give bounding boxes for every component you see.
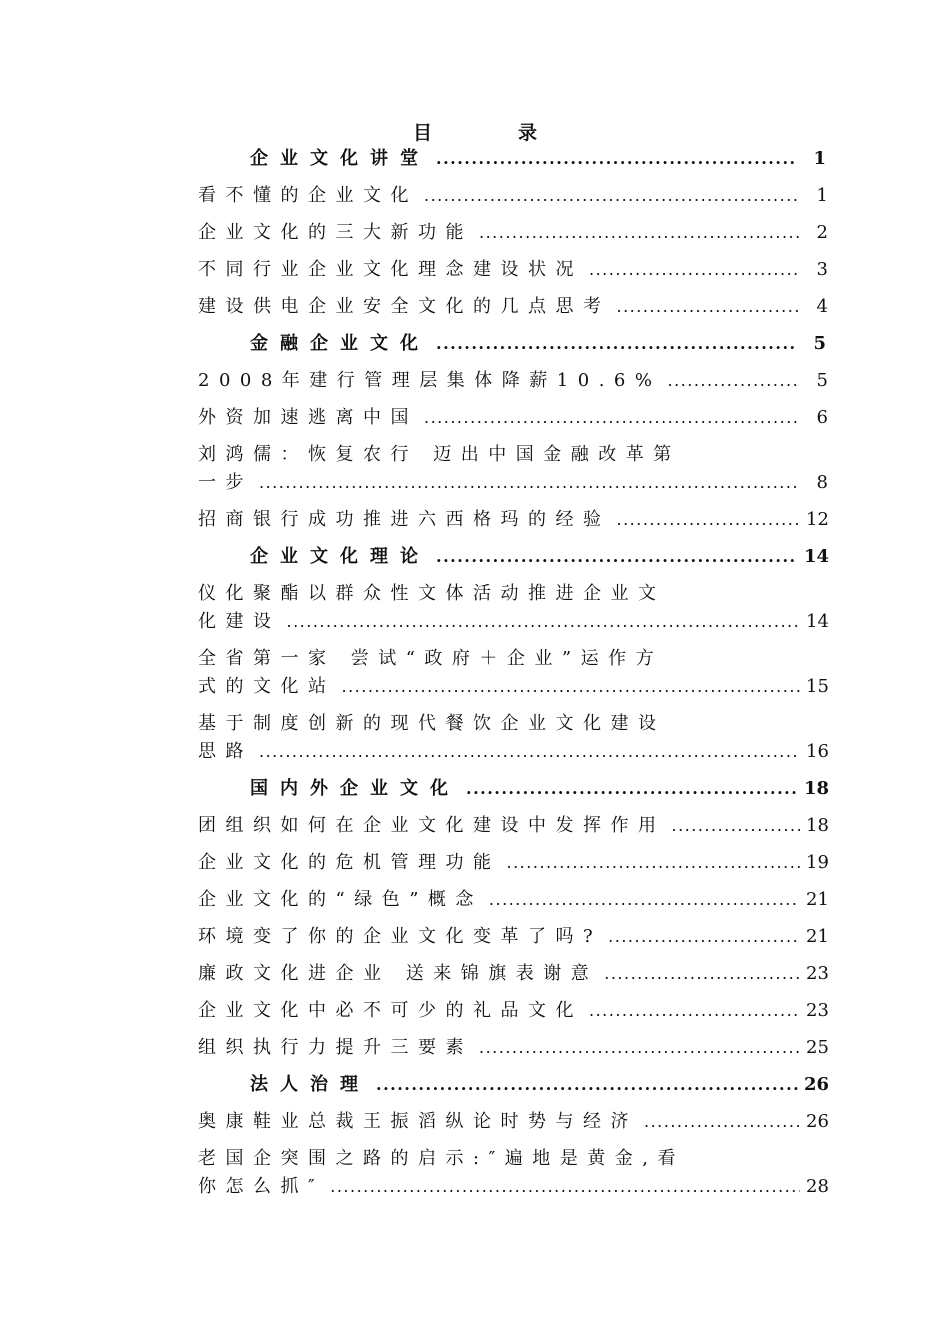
dot-leader xyxy=(479,1034,800,1062)
toc-entry[interactable] xyxy=(198,441,838,497)
toc-section-heading[interactable] xyxy=(198,145,838,173)
toc-entry[interactable] xyxy=(198,367,838,395)
toc-entry[interactable] xyxy=(198,256,838,284)
toc-entry[interactable] xyxy=(198,849,838,877)
toc-entry[interactable] xyxy=(198,645,838,701)
toc-entry-text: 看不懂的企业文化 xyxy=(198,185,418,206)
toc-entry[interactable] xyxy=(198,182,838,210)
dot-leader xyxy=(436,543,798,571)
toc-entry-text: 国内外企业文化 xyxy=(250,778,460,799)
toc-entry-text-line1: 基于制度创新的现代餐饮企业文化建设 xyxy=(198,713,666,734)
toc-entry-text-line1: 仪化聚酯以群众性文体活动推进企业文 xyxy=(198,583,666,604)
dot-leader xyxy=(466,775,798,803)
toc-entry[interactable] xyxy=(198,923,838,951)
toc-entry-text-line2: 一步 xyxy=(198,472,253,493)
toc-page-number: 19 xyxy=(806,852,829,873)
dot-leader xyxy=(330,1173,800,1201)
dot-leader xyxy=(644,1108,800,1136)
dot-leader xyxy=(479,219,800,247)
toc-entry[interactable] xyxy=(198,404,838,432)
dot-leader xyxy=(376,1071,798,1099)
toc-entry-text: 企业文化的三大新功能 xyxy=(198,222,473,243)
toc-title: 目录 xyxy=(412,122,623,144)
toc-page-number: 2 xyxy=(816,222,828,243)
dot-leader xyxy=(672,812,801,840)
toc-page-number: 3 xyxy=(816,259,828,280)
dot-leader xyxy=(617,506,801,534)
toc-entry[interactable] xyxy=(198,580,838,636)
dot-leader xyxy=(424,404,800,432)
dot-leader xyxy=(507,849,801,877)
toc-page-number: 25 xyxy=(806,1037,829,1058)
toc-page-number: 26 xyxy=(806,1111,829,1132)
toc-section-heading[interactable] xyxy=(198,543,838,571)
toc-section-heading[interactable] xyxy=(198,1071,838,1099)
toc-entry-text: 企业文化理论 xyxy=(250,546,430,567)
toc-entry-text-line2: 思路 xyxy=(198,741,253,762)
dot-leader xyxy=(342,673,801,701)
toc-entry-text: 招商银行成功推进六西格玛的经验 xyxy=(198,509,611,530)
toc-entry-text: 金融企业文化 xyxy=(250,333,430,354)
toc-page-number: 26 xyxy=(804,1074,830,1095)
toc-entry-text-line1: 刘鸿儒：恢复农行 迈出中国金融改革第 xyxy=(198,444,681,465)
toc-section-heading[interactable] xyxy=(198,775,838,803)
toc-entry-text: 不同行业企业文化理念建设状况 xyxy=(198,259,583,280)
toc-entry[interactable] xyxy=(198,886,838,914)
toc-entry-text: 企业文化中必不可少的礼品文化 xyxy=(198,1000,583,1021)
dot-leader xyxy=(259,469,800,497)
toc-page-number: 21 xyxy=(806,889,829,910)
toc-entry-text: 团组织如何在企业文化建设中发挥作用 xyxy=(198,815,666,836)
toc-page-number: 5 xyxy=(816,370,828,391)
toc-page-number: 6 xyxy=(816,407,828,428)
toc-entry[interactable] xyxy=(198,506,838,534)
toc-entry[interactable] xyxy=(198,710,838,766)
dot-leader xyxy=(608,923,800,951)
toc-page-number: 12 xyxy=(806,509,829,530)
toc-page-number: 28 xyxy=(806,1176,829,1197)
toc-entry-text: 法人治理 xyxy=(250,1074,370,1095)
toc-entry-text: 组织执行力提升三要素 xyxy=(198,1037,473,1058)
toc-page-number: 1 xyxy=(816,185,828,206)
toc-entry[interactable] xyxy=(198,1145,838,1201)
toc-entry-text: 廉政文化进企业 送来锦旗表谢意 xyxy=(198,963,599,984)
dot-leader xyxy=(436,145,798,173)
toc-page-number: 15 xyxy=(806,676,829,697)
toc-entry-text: 企业文化的危机管理功能 xyxy=(198,852,501,873)
dot-leader xyxy=(259,738,800,766)
toc-entry-text-line1: 老国企突围之路的启示:″遍地是黄金,看 xyxy=(198,1148,686,1169)
toc-entry[interactable] xyxy=(198,960,838,988)
toc-page-number: 16 xyxy=(806,741,829,762)
dot-leader xyxy=(489,886,800,914)
toc-entry[interactable] xyxy=(198,219,838,247)
toc-entry-text-line1: 全省第一家 尝试“政府＋企业”运作方 xyxy=(198,648,664,669)
dot-leader xyxy=(424,182,800,210)
toc-entry-text: 企业文化的“绿色”概念 xyxy=(198,889,483,910)
toc-page-number: 18 xyxy=(804,778,830,799)
toc-page-number: 1 xyxy=(813,148,826,169)
toc-page-number: 23 xyxy=(806,963,829,984)
toc-entry-text-line2: 式的文化站 xyxy=(198,676,336,697)
dot-leader xyxy=(617,293,801,321)
dot-leader xyxy=(589,997,800,1025)
toc-entry[interactable] xyxy=(198,1108,838,1136)
toc-page-number: 14 xyxy=(804,546,830,567)
dot-leader xyxy=(287,608,801,636)
toc-entry-text: 环境变了你的企业文化变革了吗? xyxy=(198,926,603,947)
toc-page-number: 18 xyxy=(806,815,829,836)
dot-leader xyxy=(436,330,798,358)
toc-page-number: 14 xyxy=(806,611,829,632)
toc-entry[interactable] xyxy=(198,293,838,321)
toc-entry-text: 外资加速逃离中国 xyxy=(198,407,418,428)
toc-page-number: 23 xyxy=(806,1000,829,1021)
toc-entry-text-line2: 化建设 xyxy=(198,611,281,632)
toc-entry-text: 建设供电企业安全文化的几点思考 xyxy=(198,296,611,317)
table-of-contents xyxy=(198,145,838,1210)
toc-entry-text: 奥康鞋业总裁王振滔纵论时势与经济 xyxy=(198,1111,638,1132)
toc-entry[interactable] xyxy=(198,1034,838,1062)
toc-entry[interactable] xyxy=(198,997,838,1025)
dot-leader xyxy=(589,256,800,284)
toc-page-number: 5 xyxy=(813,333,826,354)
dot-leader xyxy=(668,367,801,395)
toc-entry-text-line2: 你怎么抓″ xyxy=(198,1176,325,1197)
toc-page-number: 8 xyxy=(816,472,828,493)
dot-leader xyxy=(604,960,800,988)
toc-page-number: 21 xyxy=(806,926,829,947)
toc-entry-text: 企业文化讲堂 xyxy=(250,148,430,169)
toc-page-number: 4 xyxy=(816,296,828,317)
toc-entry-text: 2008年建行管理层集体降薪10.6% xyxy=(198,370,662,391)
toc-entry[interactable] xyxy=(198,812,838,840)
toc-section-heading[interactable] xyxy=(198,330,838,358)
